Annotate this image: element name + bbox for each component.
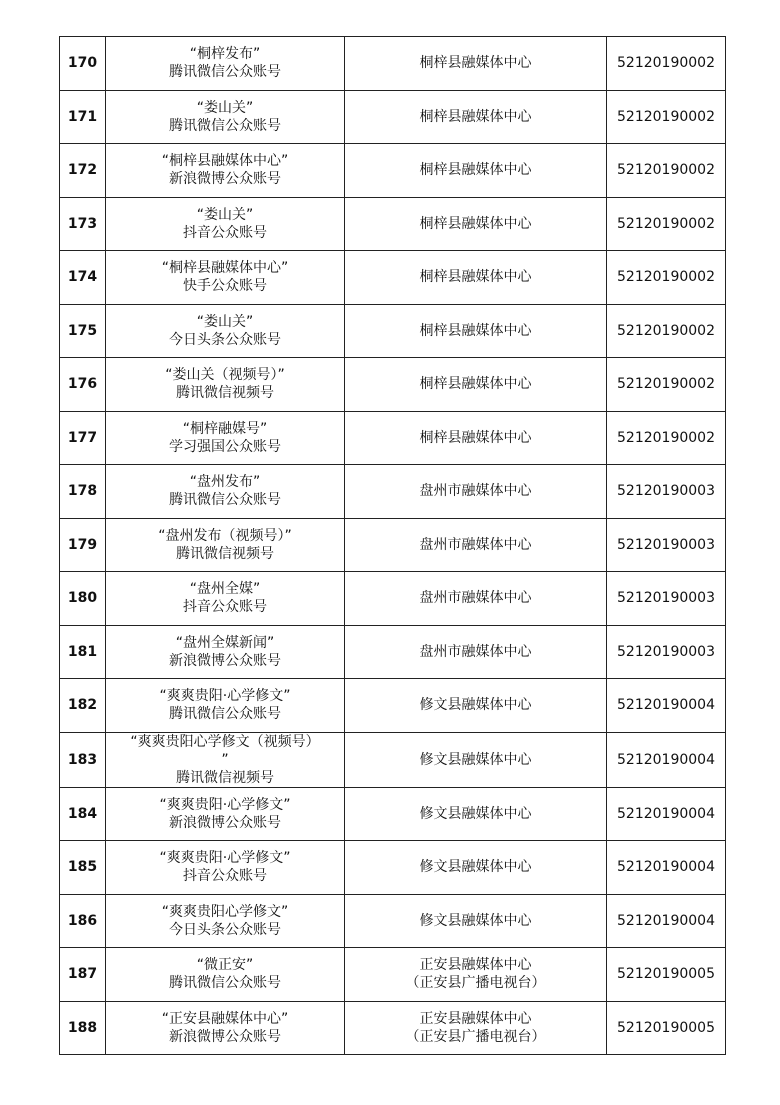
organization-line: 桐梓县融媒体中心: [419, 108, 532, 125]
account-line: “娄山关”: [196, 313, 254, 330]
account-line: “桐梓县融媒体中心”: [161, 260, 289, 277]
row-number: 174: [60, 251, 106, 305]
organization-line: 盘州市融媒体中心: [419, 483, 532, 500]
account-line: 腾讯微信公众账号: [169, 706, 281, 723]
organization-line: 正安县融媒体中心: [419, 957, 532, 974]
row-number: 179: [60, 518, 106, 572]
account-cell: [106, 411, 345, 465]
account-cell: [106, 572, 345, 626]
account-line: “娄山关（视频号）”: [165, 367, 285, 384]
row-number: 172: [60, 144, 106, 198]
account-line: 腾讯微信公众账号: [169, 492, 281, 509]
account-cell: [106, 948, 345, 1002]
organization-line: 盘州市融媒体中心: [419, 590, 532, 607]
row-number: 187: [60, 948, 106, 1002]
account-line: 学习强国公众账号: [169, 438, 281, 455]
table-row: [60, 732, 726, 787]
organization-cell: [345, 625, 607, 679]
row-number: 173: [60, 197, 106, 251]
row-number: 170: [60, 37, 106, 91]
organization-cell: [345, 465, 607, 519]
table-row: [60, 841, 726, 895]
account-line: 抖音公众账号: [183, 868, 267, 885]
account-cell: [106, 144, 345, 198]
account-line: “桐梓县融媒体中心”: [161, 153, 289, 170]
account-line: 今日头条公众账号: [169, 921, 281, 938]
organization-cell: [345, 1001, 607, 1055]
table-row: [60, 518, 726, 572]
organization-cell: [345, 251, 607, 305]
row-number: 185: [60, 841, 106, 895]
license-code: 52120190002: [607, 358, 726, 412]
organization-line: 桐梓县融媒体中心: [419, 376, 532, 393]
table-body: [60, 37, 726, 1055]
account-cell: [106, 304, 345, 358]
organization-line: 盘州市融媒体中心: [419, 536, 532, 553]
row-number: 188: [60, 1001, 106, 1055]
row-number: 186: [60, 894, 106, 948]
organization-line: 桐梓县融媒体中心: [419, 55, 532, 72]
account-cell: [106, 787, 345, 841]
row-number: 177: [60, 411, 106, 465]
organization-cell: [345, 90, 607, 144]
license-code: 52120190004: [607, 679, 726, 733]
table-row: [60, 572, 726, 626]
account-line: 今日头条公众账号: [169, 331, 281, 348]
account-line: “盘州全媒新闻”: [175, 634, 275, 651]
table-row: [60, 197, 726, 251]
account-line: 快手公众账号: [183, 278, 267, 295]
row-number: 181: [60, 625, 106, 679]
organization-cell: [345, 572, 607, 626]
row-number: 171: [60, 90, 106, 144]
organization-line: 桐梓县融媒体中心: [419, 322, 532, 339]
license-code: 52120190004: [607, 787, 726, 841]
organization-line: 正安县融媒体中心: [419, 1010, 532, 1027]
organization-cell: [345, 732, 607, 787]
organization-line: （正安县广播电视台）: [405, 975, 546, 992]
organization-cell: [345, 894, 607, 948]
account-cell: [106, 518, 345, 572]
table-row: [60, 90, 726, 144]
license-code: 52120190003: [607, 625, 726, 679]
account-line: 腾讯微信视频号: [176, 545, 274, 562]
table-row: [60, 304, 726, 358]
account-line: 腾讯微信公众账号: [169, 975, 281, 992]
license-code: 52120190005: [607, 948, 726, 1002]
license-code: 52120190002: [607, 37, 726, 91]
table-row: [60, 679, 726, 733]
organization-cell: [345, 411, 607, 465]
license-code: 52120190002: [607, 90, 726, 144]
organization-line: 修文县融媒体中心: [419, 697, 532, 714]
account-line: 腾讯微信公众账号: [169, 64, 281, 81]
row-number: 183: [60, 732, 106, 787]
media-accounts-table: [59, 36, 726, 1055]
account-cell: [106, 90, 345, 144]
row-number: 180: [60, 572, 106, 626]
account-cell: [106, 841, 345, 895]
account-line: “爽爽贵阳·心学修文”: [159, 796, 291, 813]
account-cell: [106, 465, 345, 519]
account-cell: [106, 251, 345, 305]
organization-cell: [345, 948, 607, 1002]
table-row: [60, 358, 726, 412]
organization-cell: [345, 679, 607, 733]
account-cell: [106, 1001, 345, 1055]
organization-cell: [345, 37, 607, 91]
organization-line: 修文县融媒体中心: [419, 751, 532, 768]
row-number: 178: [60, 465, 106, 519]
license-code: 52120190004: [607, 894, 726, 948]
account-line: “盘州发布”: [189, 474, 261, 491]
account-cell: [106, 732, 345, 787]
account-line: “爽爽贵阳心学修文”: [161, 903, 289, 920]
license-code: 52120190003: [607, 518, 726, 572]
organization-line: 桐梓县融媒体中心: [419, 215, 532, 232]
organization-line: 修文县融媒体中心: [419, 805, 532, 822]
table-row: [60, 411, 726, 465]
organization-line: 桐梓县融媒体中心: [419, 269, 532, 286]
table-row: [60, 251, 726, 305]
organization-cell: [345, 144, 607, 198]
account-line: 新浪微博公众账号: [169, 652, 281, 669]
account-line: “娄山关”: [196, 206, 254, 223]
account-line: 新浪微博公众账号: [169, 814, 281, 831]
account-line: 腾讯微信视频号: [176, 769, 274, 786]
organization-line: 桐梓县融媒体中心: [419, 429, 532, 446]
account-line: “娄山关”: [196, 99, 254, 116]
account-line: “爽爽贵阳·心学修文”: [159, 850, 291, 867]
account-line: 抖音公众账号: [183, 224, 267, 241]
account-line: 新浪微博公众账号: [169, 1028, 281, 1045]
organization-cell: [345, 304, 607, 358]
row-number: 182: [60, 679, 106, 733]
organization-line: 修文县融媒体中心: [419, 912, 532, 929]
account-cell: [106, 679, 345, 733]
account-line: 腾讯微信公众账号: [169, 117, 281, 134]
license-code: 52120190003: [607, 465, 726, 519]
organization-cell: [345, 787, 607, 841]
organization-cell: [345, 358, 607, 412]
license-code: 52120190004: [607, 841, 726, 895]
organization-line: 桐梓县融媒体中心: [419, 162, 532, 179]
table-row: [60, 894, 726, 948]
organization-cell: [345, 197, 607, 251]
account-line: “桐梓发布”: [189, 46, 261, 63]
table-row: [60, 948, 726, 1002]
table-row: [60, 144, 726, 198]
account-line: 腾讯微信视频号: [176, 385, 274, 402]
license-code: 52120190002: [607, 197, 726, 251]
account-cell: [106, 37, 345, 91]
account-line: 新浪微博公众账号: [169, 171, 281, 188]
organization-line: 盘州市融媒体中心: [419, 643, 532, 660]
table-row: [60, 37, 726, 91]
account-line: 抖音公众账号: [183, 599, 267, 616]
account-line: “正安县融媒体中心”: [161, 1010, 289, 1027]
license-code: 52120190002: [607, 411, 726, 465]
table-row: [60, 787, 726, 841]
account-cell: [106, 894, 345, 948]
row-number: 176: [60, 358, 106, 412]
account-line: “桐梓融媒号”: [182, 420, 268, 437]
license-code: 52120190005: [607, 1001, 726, 1055]
license-code: 52120190003: [607, 572, 726, 626]
account-line: “爽爽贵阳心学修文（视频号）: [130, 733, 320, 750]
account-cell: [106, 358, 345, 412]
row-number: 175: [60, 304, 106, 358]
account-line: “微正安”: [196, 957, 254, 974]
account-cell: [106, 197, 345, 251]
account-line: “盘州发布（视频号）”: [158, 527, 292, 544]
organization-line: 修文县融媒体中心: [419, 859, 532, 876]
license-code: 52120190002: [607, 251, 726, 305]
organization-cell: [345, 841, 607, 895]
table-row: [60, 465, 726, 519]
account-line: “爽爽贵阳·心学修文”: [159, 688, 291, 705]
organization-line: （正安县广播电视台）: [405, 1028, 546, 1045]
organization-cell: [345, 518, 607, 572]
license-code: 52120190004: [607, 732, 726, 787]
license-code: 52120190002: [607, 304, 726, 358]
license-code: 52120190002: [607, 144, 726, 198]
account-line: “盘州全媒”: [189, 581, 261, 598]
account-cell: [106, 625, 345, 679]
table-row: [60, 1001, 726, 1055]
account-line: ”: [221, 751, 229, 768]
table-row: [60, 625, 726, 679]
row-number: 184: [60, 787, 106, 841]
